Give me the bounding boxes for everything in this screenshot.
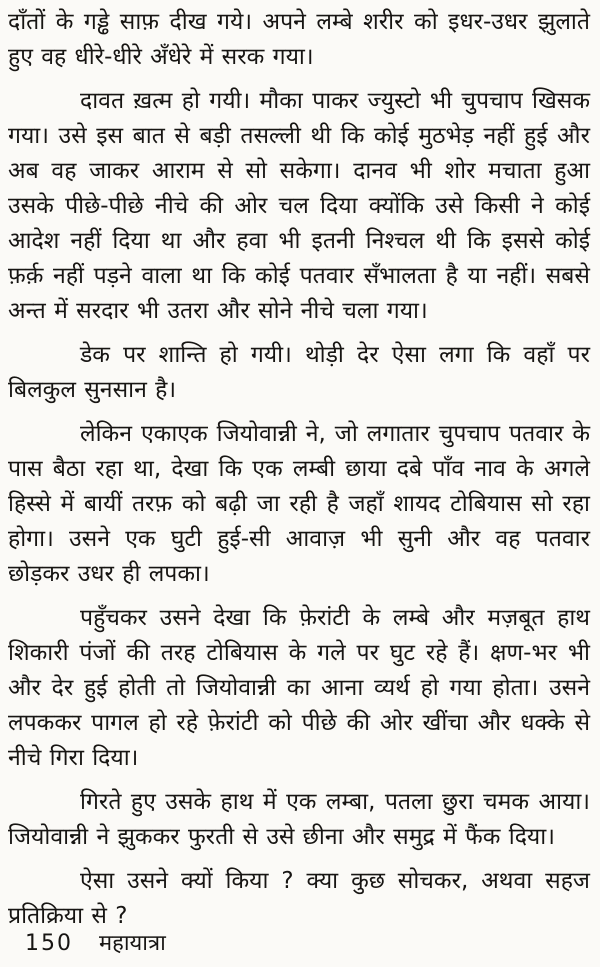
body-paragraph: पहुँचकर उसने देखा कि फ़ेरांटी के लम्बे और मज़बूत हाथ शिकारी पंजों की तरह टोबियास के गले पर घुट रहे हैं। क्षण-भर भी और देर हुई होती तो जियोवान्नी का आना व्यर्थ हो गया होता। उसने लपककर पागल हो रहे फ़ेरांटी को पीछे की ओर खींचा और धक्के से नीचे गिरा दिया। [8,605,590,771]
body-paragraph: दाँतों के गड्ढे साफ़ दीख गये। अपने लम्बे शरीर को इधर-उधर झुलाते हुए वह धीरे-धीरे अँधेरे में सरक गया। [8,9,590,70]
body-paragraph: गिरते हुए उसके हाथ में एक लम्बा, पतला छुरा चमक आया। जियोवान्नी ने झुककर फुरती से उसे छीना और समुद्र में फैंक दिया। [8,789,590,850]
body-paragraph: दावत ख़त्म हो गयी। मौका पाकर ज्युस्टो भी चुपचाप खिसक गया। उसे इस बात से बड़ी तसल्ली थी कि कोई मुठभेड़ नहीं हुई और अब वह जाकर आराम से सो सकेगा। दानव भी शोर मचाता हुआ उसके पीछे-पीछे नीचे की ओर चल दिया क्योंकि उसे किसी ने कोई आदेश नहीं दिया था और हवा भी इतनी निश्चल थी कि इससे कोई फ़र्क़ नहीं पड़ने वाला था कि कोई पतवार सँभालता है या नहीं। सबसे अन्त में सरदार भी उतरा और सोने नीचे चला गया। [8,88,590,324]
body-paragraph: लेकिन एकाएक जियोवान्नी ने, जो लगातार चुपचाप पतवार के पास बैठा रहा था, देखा कि एक लम्बी छाया दबे पाँव नाव के अगले हिस्से में बायीं तरफ़ को बढ़ी जा रही है जहाँ शायद टोबियास सो रहा होगा। उसने एक घुटी हुई-सी आवाज़ भी सुनी और वह पतवार छोड़कर उधर ही लपका। [8,421,590,587]
book-title: महायात्रा [99,931,166,956]
page-footer [25,930,166,958]
page-number: 150 [25,931,73,956]
body-paragraph: ऐसा उसने क्यों किया ? क्या कुछ सोचकर, अथवा सहज प्रतिक्रिया से ? [8,868,590,929]
body-paragraph: डेक पर शान्ति हो गयी। थोड़ी देर ऐसा लगा कि वहाँ पर बिलकुल सुनसान है। [8,342,590,403]
